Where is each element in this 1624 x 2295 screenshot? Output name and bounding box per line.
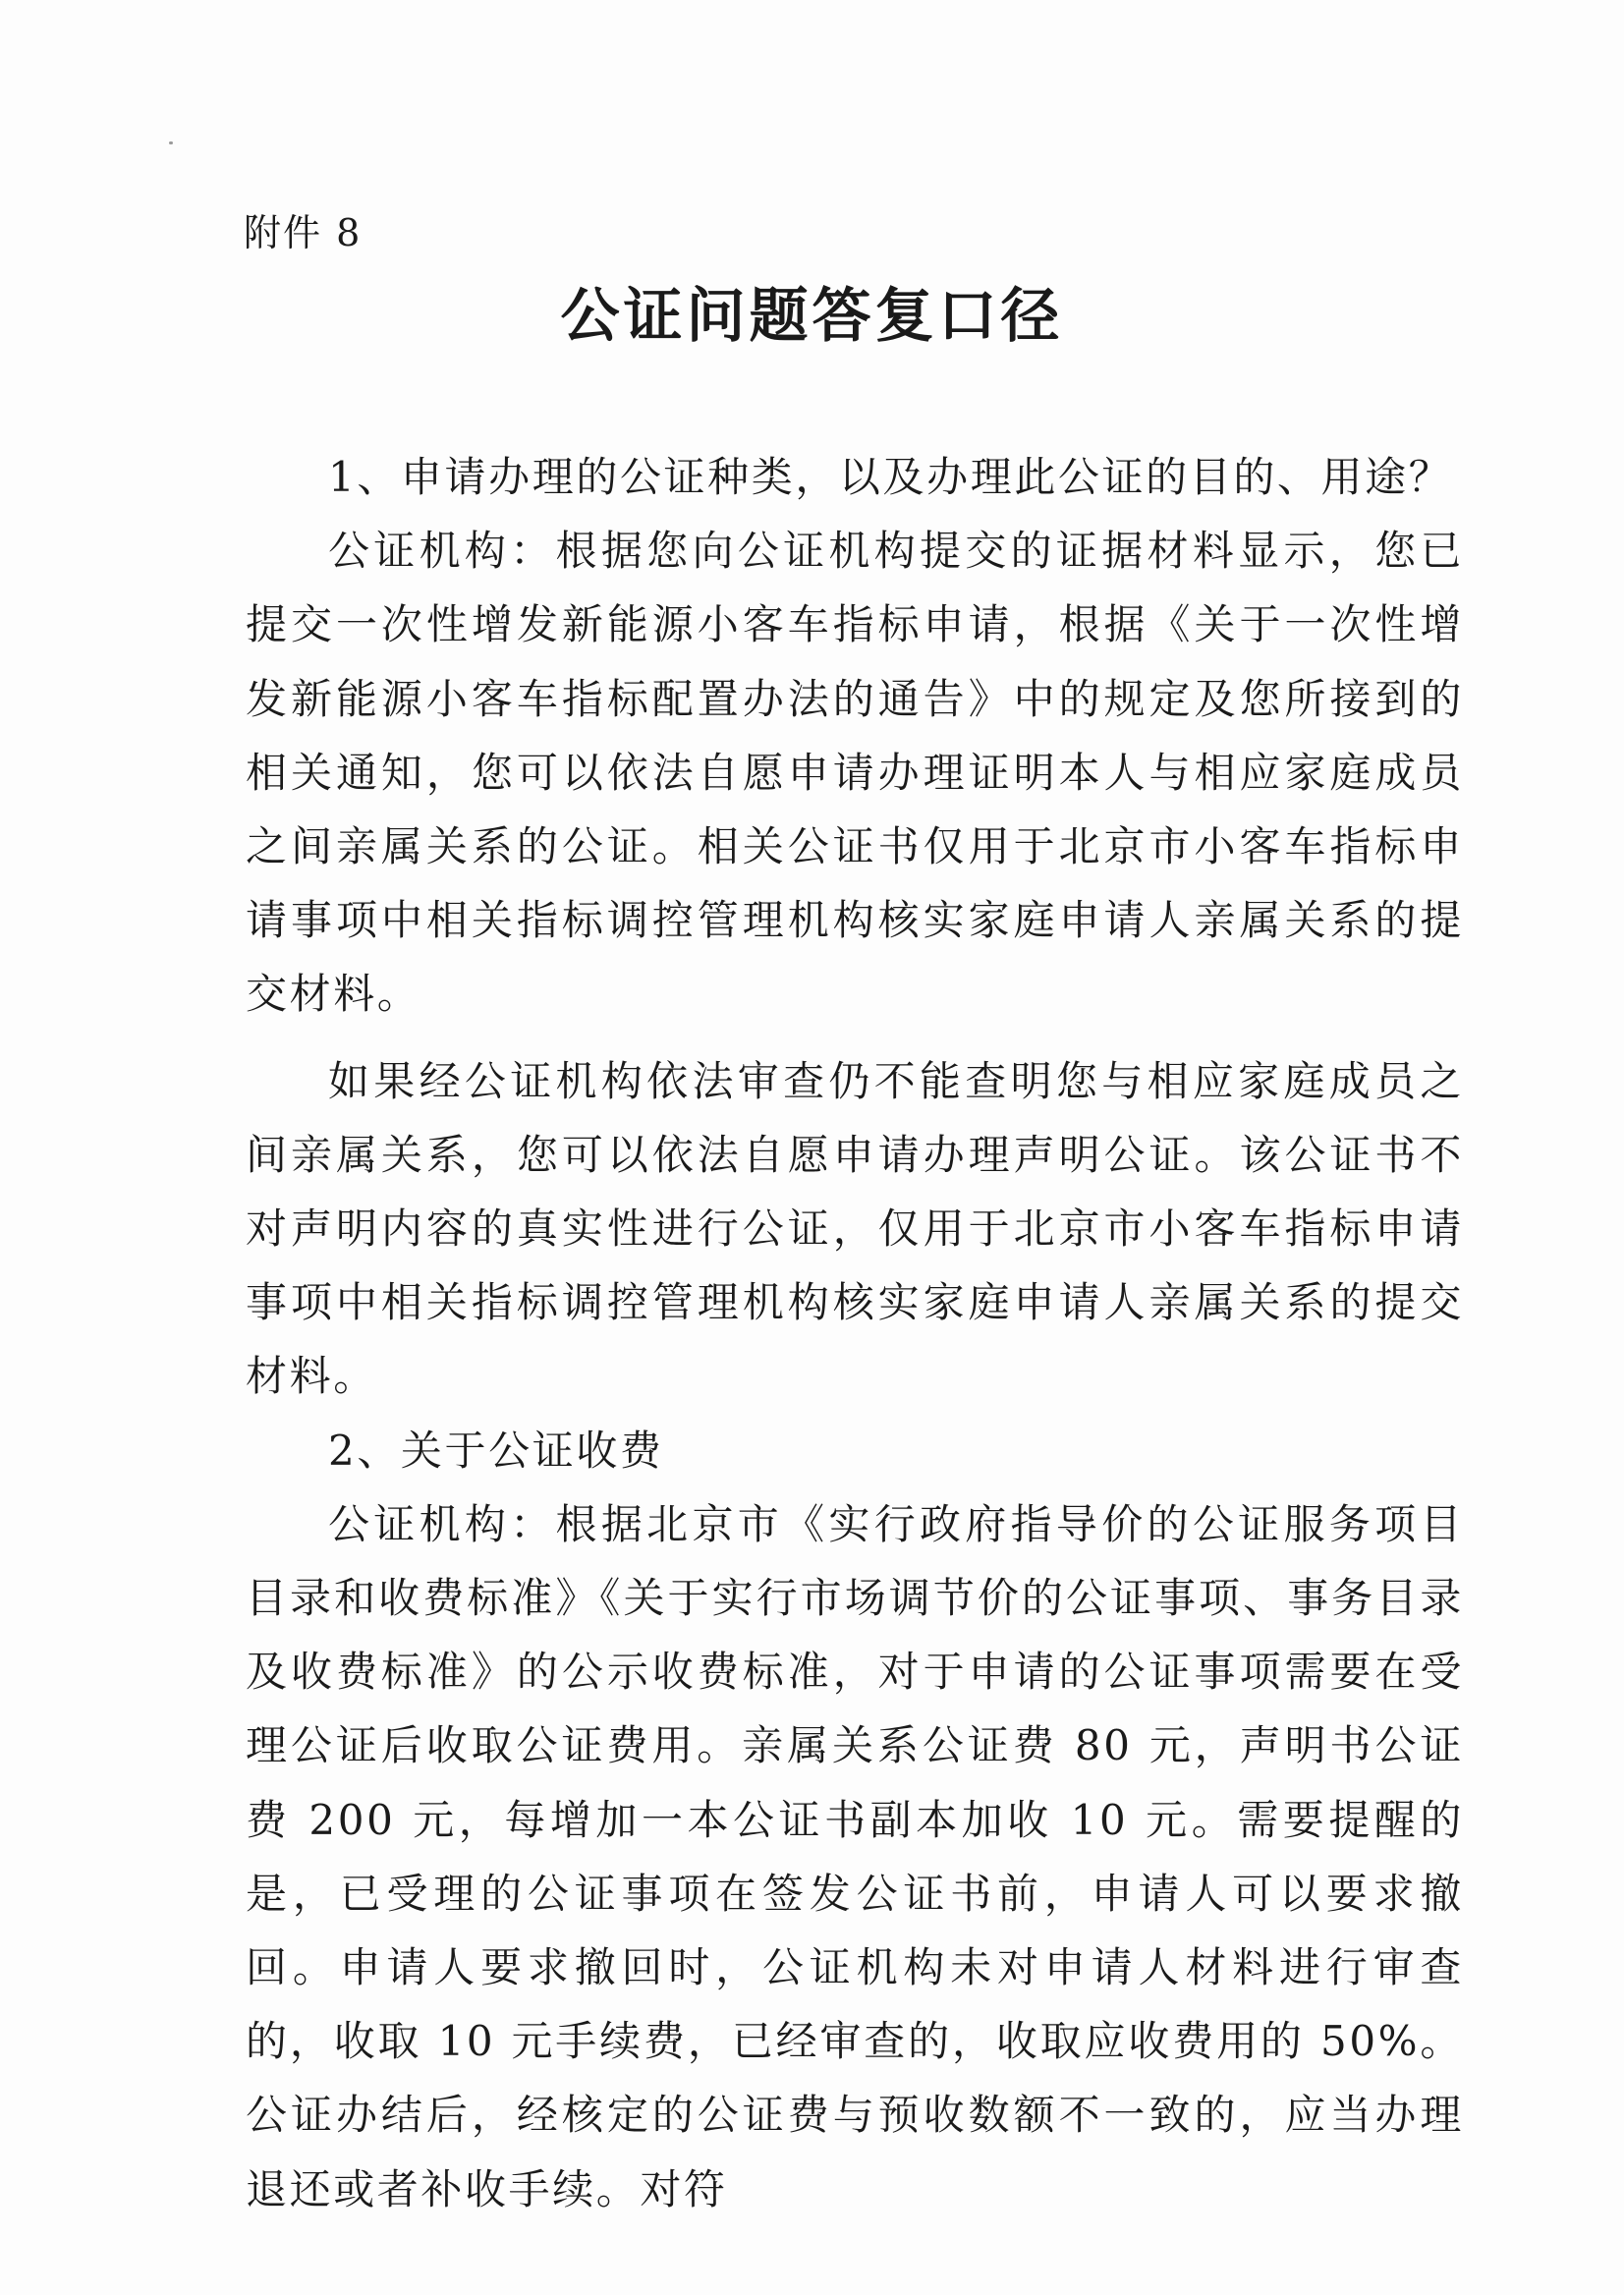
answer-2-paragraph: 公证机构：根据北京市《实行政府指导价的公证服务项目目录和收费标准》《关于实行市场调节价的公证事项、事务目录及收费标准》的公示收费标准，对于申请的公证事项需要在受理公证后收取公证费用。亲属关系公证费 80 元，声明书公证费 200 元，每增加一本公证书副本加收 10 元。需要提醒的是，已受理的公证事项在签发公证书前，申请人可以要求撤回。申请人要求撤回时，公证机构未对申请人材料进行审查的，收取 10 元手续费，已经审查的，收取应收费用的 50%。公证办结后，经核定的公证费与预收数额不一致的，应当办理退还或者补收手续。对符 [246, 1499, 1464, 2213]
answer-1-followup-paragraph: 如果经公证机构依法审查仍不能查明您与相应家庭成员之间亲属关系，您可以依法自愿申请办理声明公证。该公证书不对声明内容的真实性进行公证，仅用于北京市小客车指标申请事项中相关指标调控管理机构核实家庭申请人亲属关系的提交材料。 [246, 1056, 1464, 1401]
answer-1-paragraph: 公证机构：根据您向公证机构提交的证据材料显示，您已提交一次性增发新能源小客车指标申请，根据《关于一次性增发新能源小客车指标配置办法的通告》中的规定及您所接到的相关通知，您可以依法自愿申请办理证明本人与相应家庭成员之间亲属关系的公证。相关公证书仅用于北京市小客车指标申请事项中相关指标调控管理机构核实家庭申请人亲属关系的提交材料。 [246, 527, 1464, 1019]
document-body [246, 440, 1464, 2226]
attachment-label: 附件 8 [244, 211, 363, 254]
document-title: 公证问题答复口径 [560, 282, 1064, 351]
scan-speck [169, 141, 173, 144]
question-2-heading: 2、关于公证收费 [328, 1426, 664, 1475]
question-1-heading: 1、申请办理的公证种类，以及办理此公证的目的、用途？ [328, 453, 1453, 501]
